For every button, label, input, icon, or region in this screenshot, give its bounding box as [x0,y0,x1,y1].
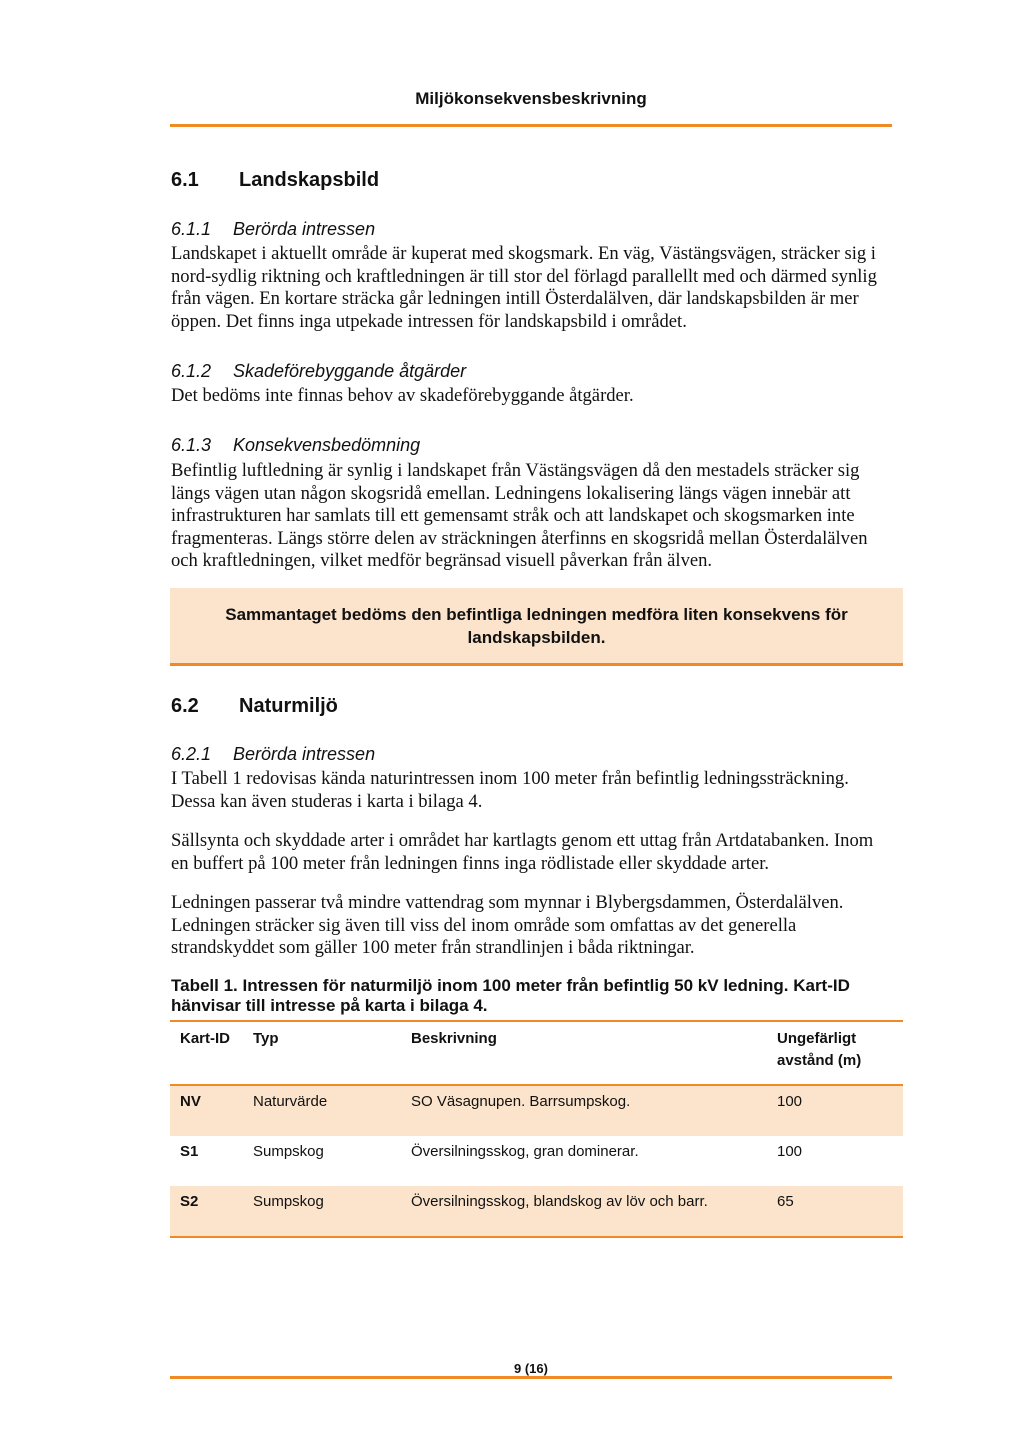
nature-interests-table [170,1020,903,1238]
paragraph-6-2-1-a: I Tabell 1 redovisas kända naturintressen inom 100 meter från befintlig ledningssträckning. Dessa kan även studeras i karta i bilaga 4. [171,768,849,812]
subsection-title: Berörda intressen [233,744,376,764]
subsection-number: 6.1.2 [171,361,212,381]
table-caption: Tabell 1. Intressen för naturmiljö inom 100 meter från befintlig 50 kV ledning. Kart-ID hänvisar till intresse på karta i bilaga 4. [171,976,850,1015]
column-header-typ: Typ [253,1021,411,1085]
paragraph-6-1-2: Det bedöms inte finnas behov av skadeförebyggande åtgärder. [171,385,634,406]
table-row [170,1085,903,1136]
section-title: Naturmiljö [239,695,338,717]
conclusion-callout [170,588,903,666]
cell-kart-id: S2 [170,1186,253,1237]
subsection-6-1-1-heading [171,219,375,240]
conclusion-text: Sammantaget bedöms den befintliga ledningen medföra liten konsekvens för landskapsbilden. [225,605,848,647]
cell-kart-id: S1 [180,1143,199,1160]
subsection-number: 6.2.1 [171,744,212,764]
subsection-6-1-3-heading [171,435,420,456]
section-number: 6.1 [171,169,199,191]
cell-avstand: 100 [777,1143,803,1160]
section-6-2-heading [171,695,338,718]
paragraph-6-1-1: Landskapet i aktuellt område är kuperat med skogsmark. En väg, Västängsvägen, sträcker sig i nord-sydlig riktning och kraftledningen är till stor del förlagd parallellt med och därmed synlig från vägen. En kortare sträcka går ledningen intill Österdalälven, där landskapsbilden är mer öppen. Det finns inga utpekade intressen för landskapsbild i området. [171,243,877,332]
paragraph-6-1-3: Befintlig luftledning är synlig i landskapet från Västängsvägen då den mestadels sträcker sig längs vägen utan någon skogsridå emellan. Ledningens lokalisering längs vägen innebär att infrastrukturen har samlats till ett gemensamt stråk och att landskapet och skogsmarken inte fragmenteras. Längs större delen av sträckningen återfinns en skogsridå mellan Österdalälven och kraftledningen, vilket medför begränsad visuell påverkan från älven. [171,460,868,571]
section-6-1-heading [171,169,379,192]
subsection-number: 6.1.3 [171,435,212,455]
table-row [170,1136,903,1186]
page-number: 9 (16) [514,1361,548,1376]
cell-typ: Naturvärde [253,1085,411,1136]
column-header-beskrivning: Beskrivning [411,1021,777,1085]
section-number: 6.2 [171,695,199,717]
subsection-6-1-2-heading [171,361,466,382]
paragraph-6-2-1-b: Sällsynta och skyddade arter i området har kartlagts genom ett uttag från Artdatabanken. Inom en buffert på 100 meter från ledningen finns inga rödlistade eller skyddade arter. [171,830,874,874]
paragraph-6-2-1-c: Ledningen passerar två mindre vattendrag som mynnar i Blybergsdammen, Österdalälven. Ledningen sträcker sig även till viss del inom område som omfattas av det generella strandskyddet som gäller 100 meter från strandlinjen i båda riktningar. [171,892,844,958]
header-rule [170,124,892,127]
cell-beskrivning: SO Väsagnupen. Barrsumpskog. [411,1085,777,1136]
cell-typ: Sumpskog [253,1143,324,1160]
table-row [170,1186,903,1237]
cell-avstand: 65 [777,1186,903,1237]
document-header-title: Miljökonsekvensbeskrivning [415,89,647,108]
cell-beskrivning: Översilningsskog, blandskog av löv och barr. [411,1186,777,1237]
subsection-title: Konsekvensbedömning [233,435,421,455]
subsection-6-2-1-heading [171,744,375,765]
subsection-title: Skadeförebyggande åtgärder [233,361,467,381]
footer-rule [170,1376,892,1379]
subsection-number: 6.1.1 [171,219,212,239]
column-header-avstand: Ungefärligt avstånd (m) [777,1021,903,1085]
section-title: Landskapsbild [239,169,380,191]
column-header-kart-id: Kart-ID [170,1021,253,1085]
cell-avstand: 100 [777,1085,903,1136]
subsection-title: Berörda intressen [233,219,376,239]
cell-beskrivning: Översilningsskog, gran dominerar. [411,1143,639,1160]
cell-typ: Sumpskog [253,1186,411,1237]
cell-kart-id: NV [170,1085,253,1136]
table-header-row [170,1021,903,1085]
